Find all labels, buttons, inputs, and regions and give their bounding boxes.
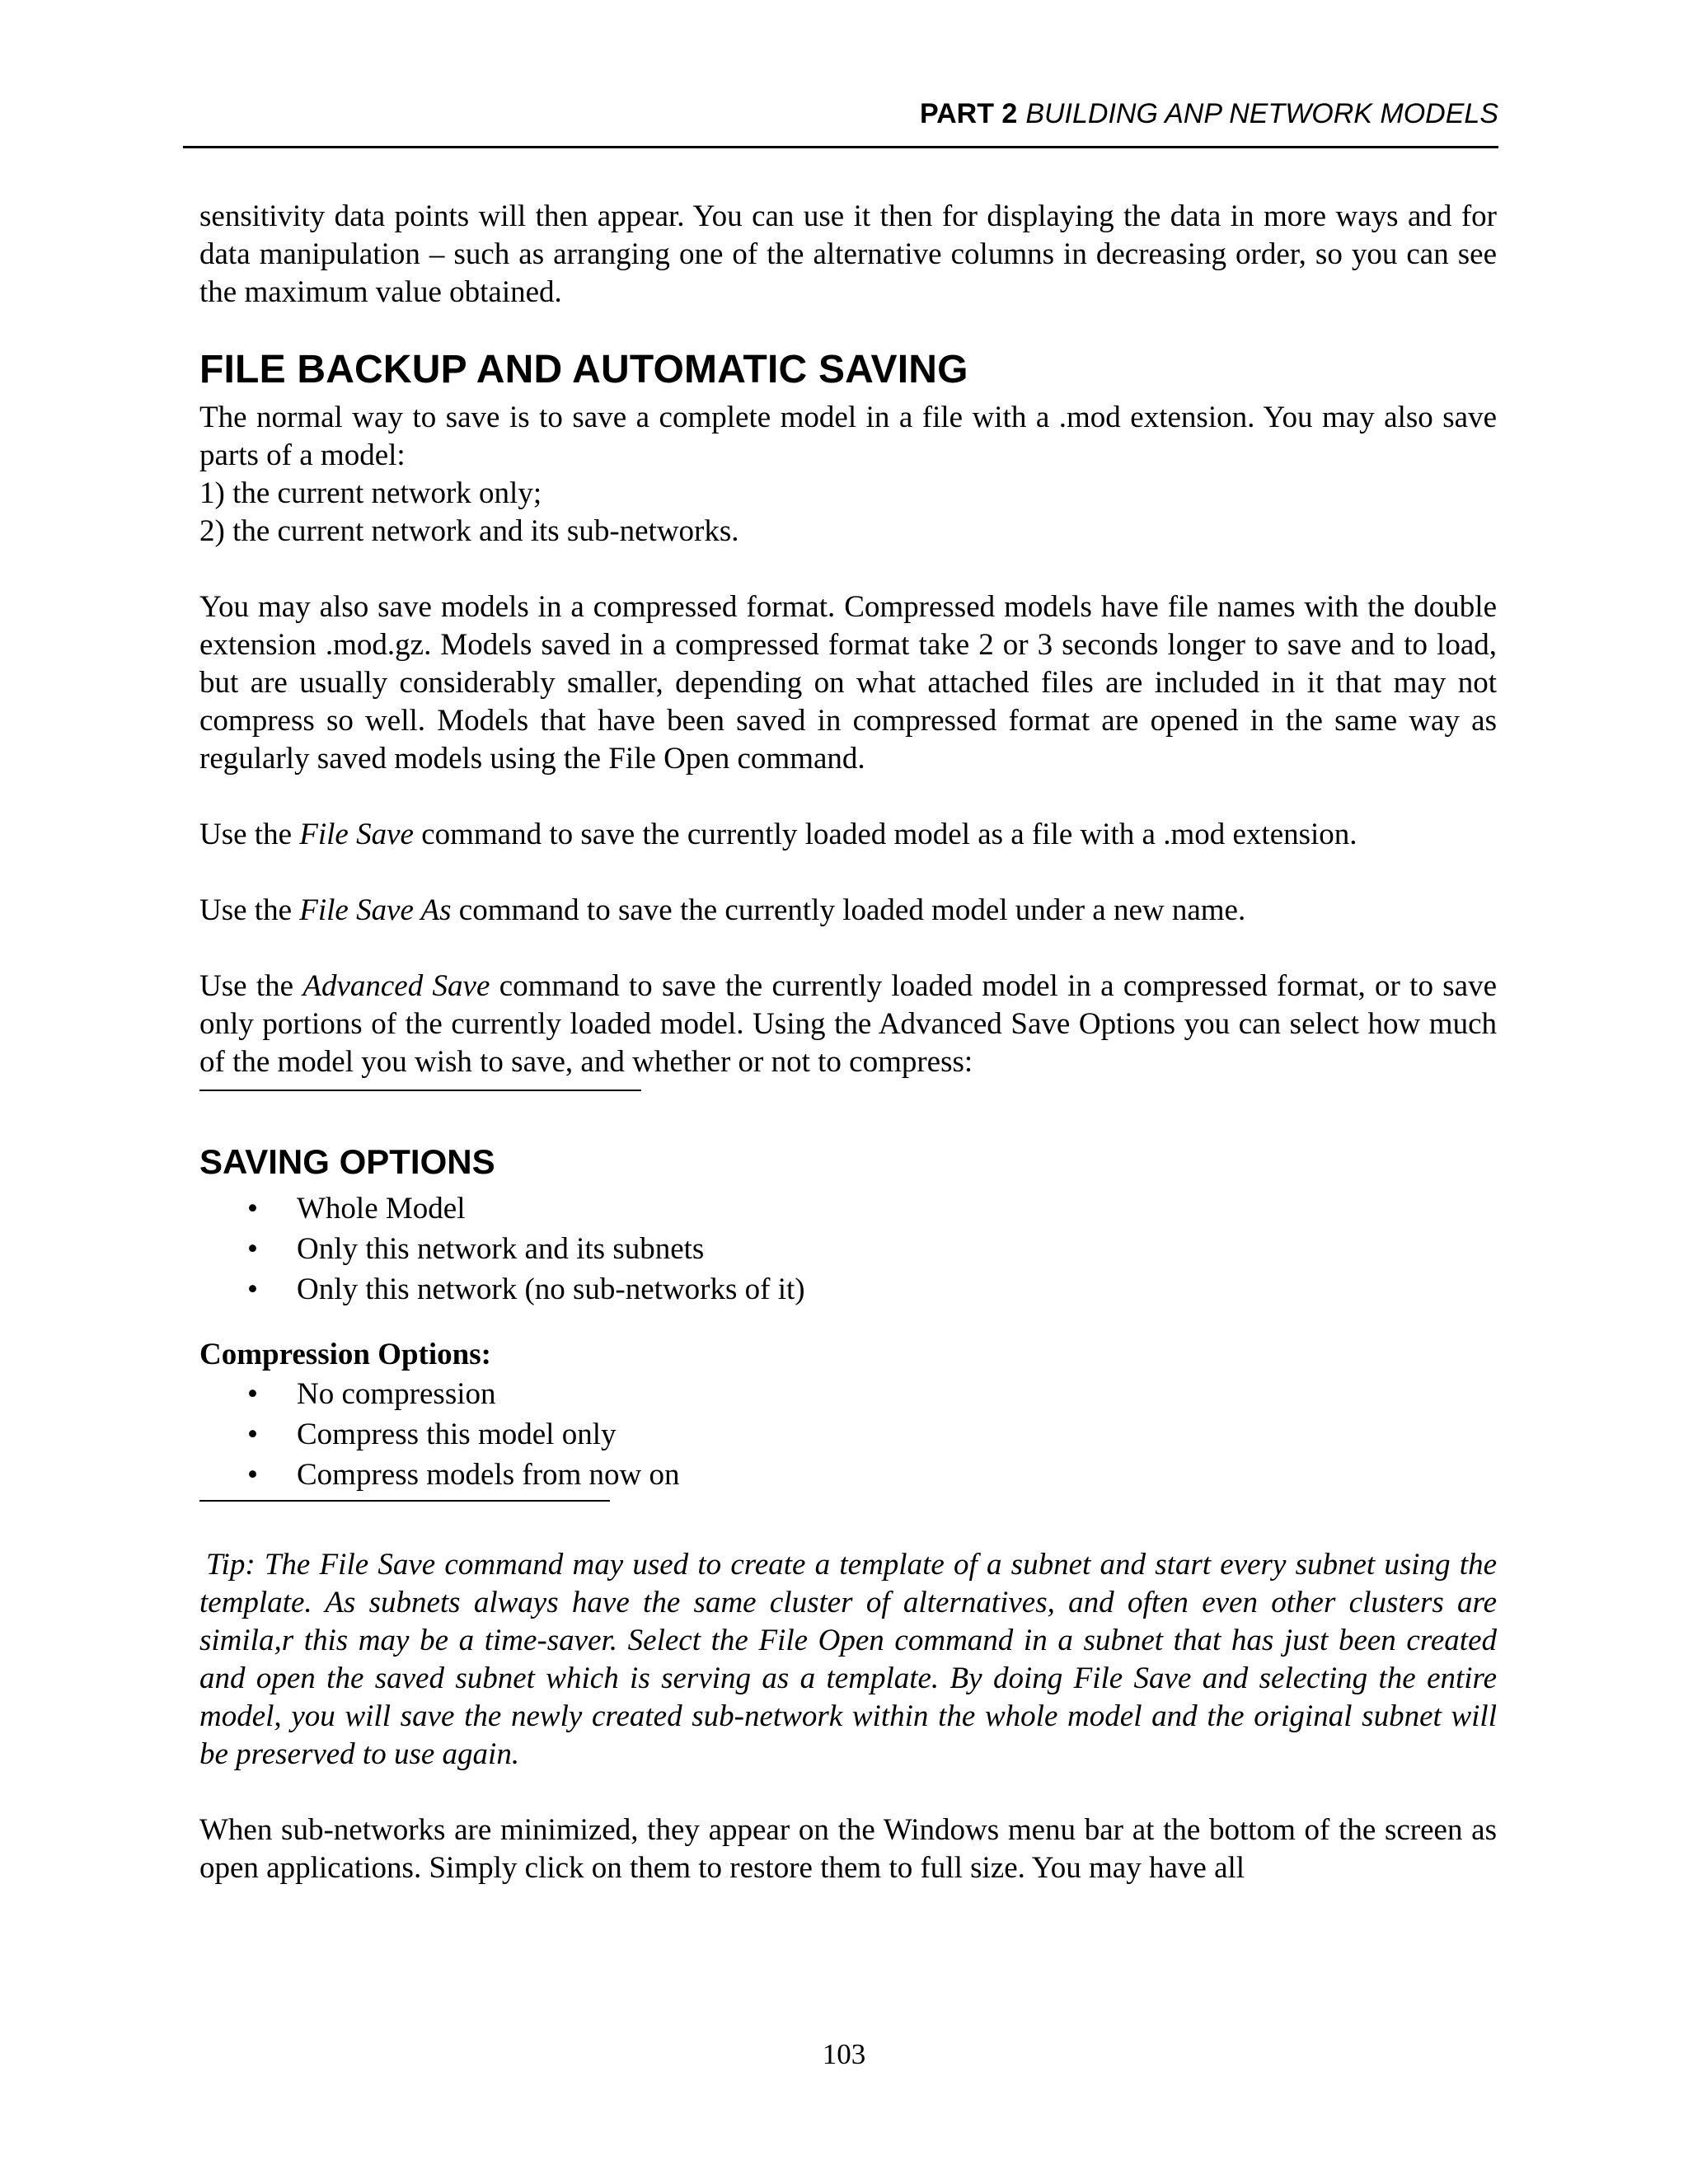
section-heading: FILE BACKUP AND AUTOMATIC SAVING [199, 348, 968, 391]
list-item: • Only this network and its subnets [199, 1229, 1497, 1269]
divider-rule [199, 1500, 610, 1502]
file-save-command: File Save [299, 818, 414, 851]
bullet-icon: • [247, 1377, 258, 1411]
file-save-paragraph: Use the File Save command to save the currently loaded model as a file with a .mod extension. [199, 818, 1357, 851]
list-item: • Compress this model only [199, 1414, 1497, 1455]
compressed-format-paragraph: You may also save models in a compressed format. Compressed models have file names with the double extension .mod.gz. Models saved in a compressed format take 2 or 3 seconds longer to save and to load, but are usually considerably smaller, depending on what attached files are included in it that may not compress so well. Models that have been saved in compressed format are opened in the same way as regularly saved models using the File Open command. [199, 590, 1497, 776]
saving-options-heading: SAVING OPTIONS [199, 1142, 495, 1181]
bullet-icon: • [247, 1458, 258, 1492]
compression-options-list [199, 1374, 1497, 1495]
list-item: • Whole Model [199, 1188, 1497, 1229]
file-save-as-paragraph: Use the File Save As command to save the currently loaded model under a new name. [199, 893, 1246, 927]
header-rule [183, 146, 1498, 148]
saving-options-list [199, 1188, 1497, 1310]
bullet-icon: • [247, 1232, 258, 1266]
bullet-icon: • [247, 1272, 258, 1306]
page-number: 103 [822, 2038, 866, 2070]
advanced-save-command: Advanced Save [302, 969, 490, 1003]
tip-paragraph: Tip: The File Save command may used to create a template of a subnet and start every subnet using the template. As subnets always have the same cluster of alternatives, and often even other clusters are simila,r this may be a time-saver. Select the File Open command in a subnet that has just been created and open the saved subnet which is serving as a template. By doing File Save and selecting the entire model, you will save the newly created sub-network within the whole model and the original subnet will be preserved to use again. [199, 1548, 1497, 1771]
header-part-label: PART 2 [919, 98, 1018, 129]
file-save-as-command: File Save As [299, 893, 452, 927]
save-option-item: 2) the current network and its sub-networks. [199, 514, 739, 548]
list-item: • No compression [199, 1374, 1497, 1414]
divider-rule [199, 1090, 641, 1091]
bullet-icon: • [247, 1192, 258, 1226]
closing-paragraph: When sub-networks are minimized, they appear on the Windows menu bar at the bottom of the screen as open applications. Simply click on them to restore them to full size. You may have all [199, 1813, 1497, 1885]
running-header [183, 92, 1498, 135]
advanced-save-paragraph: Use the Advanced Save command to save the currently loaded model in a compressed format, or to save only portions of the currently loaded model. Using the Advanced Save Options you can select how much of the model you wish to save, and whether or not to compress: [199, 969, 1498, 1079]
list-item: • Compress models from now on [199, 1455, 1497, 1495]
header-title: BUILDING ANP NETWORK MODELS [1025, 98, 1498, 129]
list-item: • Only this network (no sub-networks of it) [199, 1269, 1497, 1310]
save-option-item: 1) the current network only; [199, 476, 542, 510]
compression-options-heading: Compression Options: [199, 1338, 491, 1371]
bullet-icon: • [247, 1418, 258, 1451]
intro-paragraph: sensitivity data points will then appear. You can use it then for displaying the data in more ways and for data manipulation – such as arranging one of the alternative columns in decreasing order, so you can see the maximum value obtained. [199, 199, 1497, 309]
normal-save-paragraph: The normal way to save is to save a complete model in a file with a .mod extension. You may also save parts of a model: [199, 401, 1497, 472]
page-body [199, 198, 1497, 1887]
